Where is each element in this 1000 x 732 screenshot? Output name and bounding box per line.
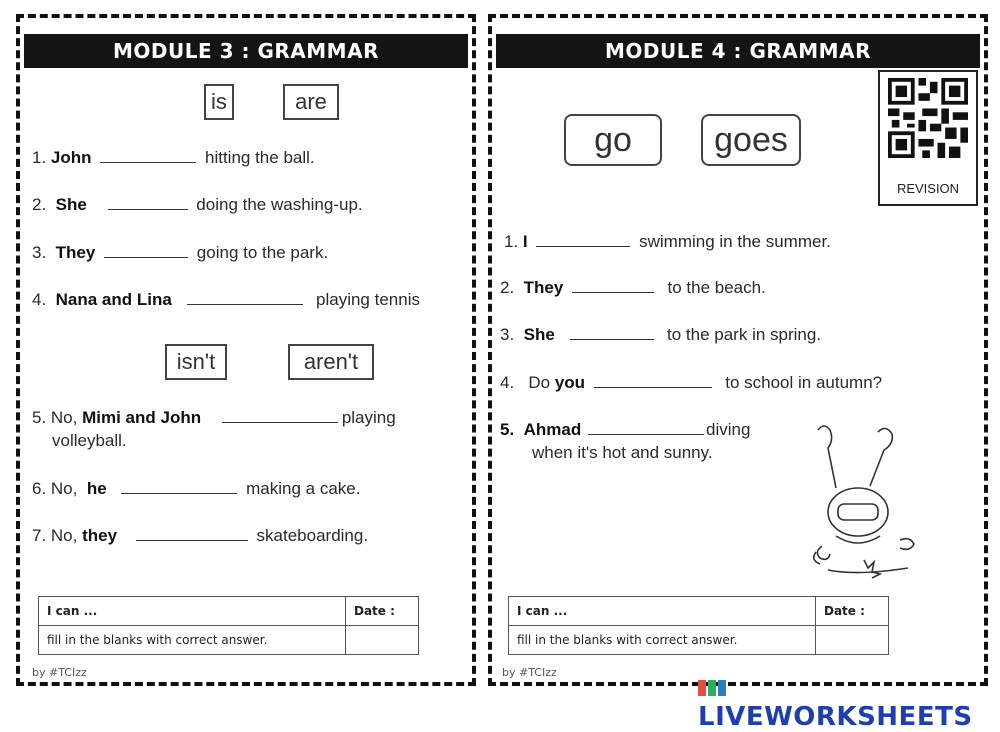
credit-text: by #TCIzz — [32, 666, 87, 679]
answer-blank[interactable] — [594, 373, 712, 388]
m4-question-1: 1. I swimming in the summer. — [504, 232, 831, 251]
qr-label: REVISION — [896, 181, 960, 196]
answer-blank[interactable] — [536, 232, 630, 247]
module4-i-can-table — [508, 596, 889, 655]
answer-blank[interactable] — [136, 526, 248, 541]
answer-blank[interactable] — [187, 290, 303, 305]
word-box-are: are — [283, 84, 339, 120]
answer-blank[interactable] — [222, 408, 338, 423]
qr-code-icon — [888, 78, 968, 158]
m4-question-4: 4. Do you to school in autumn? — [500, 373, 883, 392]
m4-question-2: 2. They to the beach. — [500, 278, 766, 297]
word-box-go: go — [564, 114, 662, 166]
i-can-label: I can ... — [39, 597, 346, 626]
task-text: fill in the blanks with correct answer. — [509, 626, 816, 655]
question-5-cont: volleyball. — [52, 431, 127, 450]
module3-title: MODULE 3 : GRAMMAR — [24, 34, 468, 68]
liveworksheets-icon — [698, 678, 726, 698]
question-6: 6. No, he making a cake. — [32, 479, 361, 498]
answer-blank[interactable] — [121, 479, 237, 494]
question-5: 5. No, Mimi and John playing — [32, 408, 396, 427]
qr-code[interactable] — [878, 70, 978, 206]
question-4: 4. Nana and Lina playing tennis — [32, 290, 420, 309]
task-text: fill in the blanks with correct answer. — [39, 626, 346, 655]
answer-blank[interactable] — [572, 278, 654, 293]
word-box-goes: goes — [701, 114, 801, 166]
date-cell[interactable] — [346, 626, 419, 655]
word-box-isnt: isn't — [165, 344, 227, 380]
m4-question-5: 5. Ahmad diving — [500, 420, 751, 439]
answer-blank[interactable] — [570, 325, 654, 340]
module3-i-can-table — [38, 596, 419, 655]
m4-question-5-cont: when it's hot and sunny. — [532, 443, 713, 462]
i-can-label: I can ... — [509, 597, 816, 626]
question-3: 3. They going to the park. — [32, 243, 329, 262]
word-box-arent: aren't — [288, 344, 374, 380]
credit-text: by #TCIzz — [502, 666, 557, 679]
question-2: 2. She doing the washing-up. — [32, 195, 363, 214]
word-box-is: is — [204, 84, 234, 120]
liveworksheets-logo: LIVEWORKSHEETS — [698, 672, 1000, 732]
date-label: Date : — [816, 597, 889, 626]
question-1: 1. John hitting the ball. — [32, 148, 315, 167]
diver-illustration — [808, 420, 928, 580]
answer-blank[interactable] — [104, 243, 188, 258]
module4-title: MODULE 4 : GRAMMAR — [496, 34, 980, 68]
answer-blank[interactable] — [100, 148, 196, 163]
date-label: Date : — [346, 597, 419, 626]
question-7: 7. No, they skateboarding. — [32, 526, 369, 545]
answer-blank[interactable] — [108, 195, 188, 210]
answer-blank[interactable] — [588, 420, 704, 435]
module3-panel — [16, 14, 476, 686]
m4-question-3: 3. She to the park in spring. — [500, 325, 822, 344]
date-cell[interactable] — [816, 626, 889, 655]
